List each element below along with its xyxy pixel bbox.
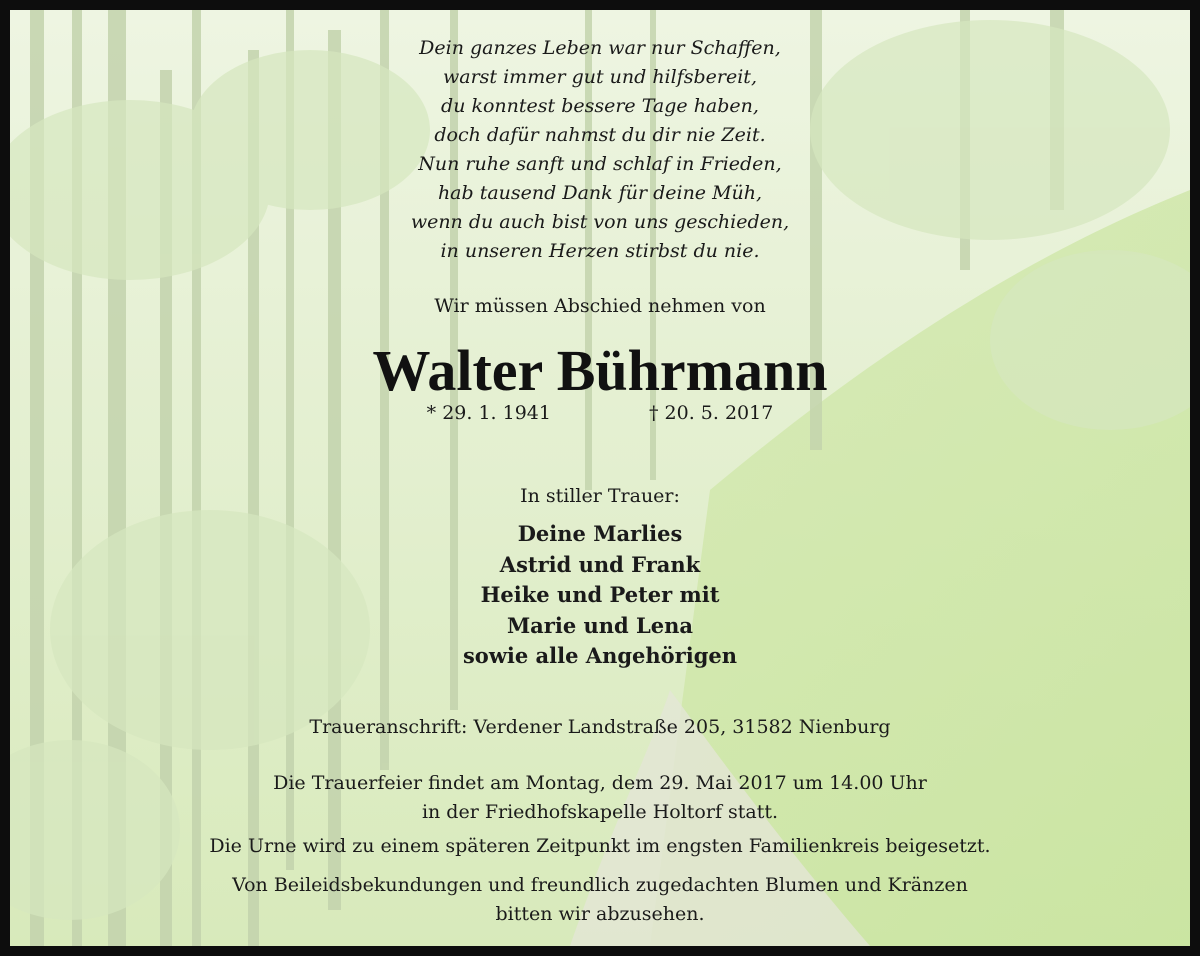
mourners-list [10,519,1190,672]
mourner: Heike und Peter mit [480,582,720,607]
memorial-poem [10,34,1190,266]
farewell-intro: Wir müssen Abschied nehmen von [434,295,766,317]
mourner: Astrid und Frank [499,551,701,577]
mourning-address: Traueranschrift: Verdener Landstraße 205, 31582 Nienburg [309,716,891,738]
poem-line: du konntest bessere Tage haben, [441,95,759,117]
mourner: Deine Marlies [517,521,683,546]
poem-line: Dein ganzes Leben war nur Schaffen, [419,37,781,59]
service-line: in der Friedhofskapelle Holtorf statt. [421,801,779,823]
poem-line: doch dafür nahmst du dir nie Zeit. [434,124,766,146]
life-dates [10,400,1190,426]
poem-line: wenn du auch bist von uns geschieden, [410,211,790,233]
poem-line: Nun ruhe sanft und schlaf in Frieden, [418,153,782,175]
poem-line: in unseren Herzen stirbst du nie. [440,240,760,262]
urn-burial-info: Die Urne wird zu einem späteren Zeitpunkt im engsten Familienkreis beigesetzt. [209,835,991,857]
deceased-name: Walter Bührmann [372,338,828,403]
death-date: † 20. 5. 2017 [649,402,774,424]
birth-date: * 29. 1. 1941 [426,402,551,424]
mourner: Marie und Lena [506,612,694,638]
mourning-intro: In stiller Trauer: [520,485,680,507]
poem-line: warst immer gut und hilfsbereit, [443,66,757,88]
service-line: Die Trauerfeier findet am Montag, dem 29. Mai 2017 um 14.00 Uhr [273,772,927,794]
mourner: sowie alle Angehörigen [462,643,738,668]
notice-content [10,10,1190,946]
condolence-request [10,871,1190,929]
poem-line: hab tausend Dank für deine Müh, [437,182,763,204]
request-line: bitten wir abzusehen. [495,903,705,925]
request-line: Von Beileidsbekundungen und freundlich zugedachten Blumen und Kränzen [232,874,968,896]
funeral-service-info [10,769,1190,827]
